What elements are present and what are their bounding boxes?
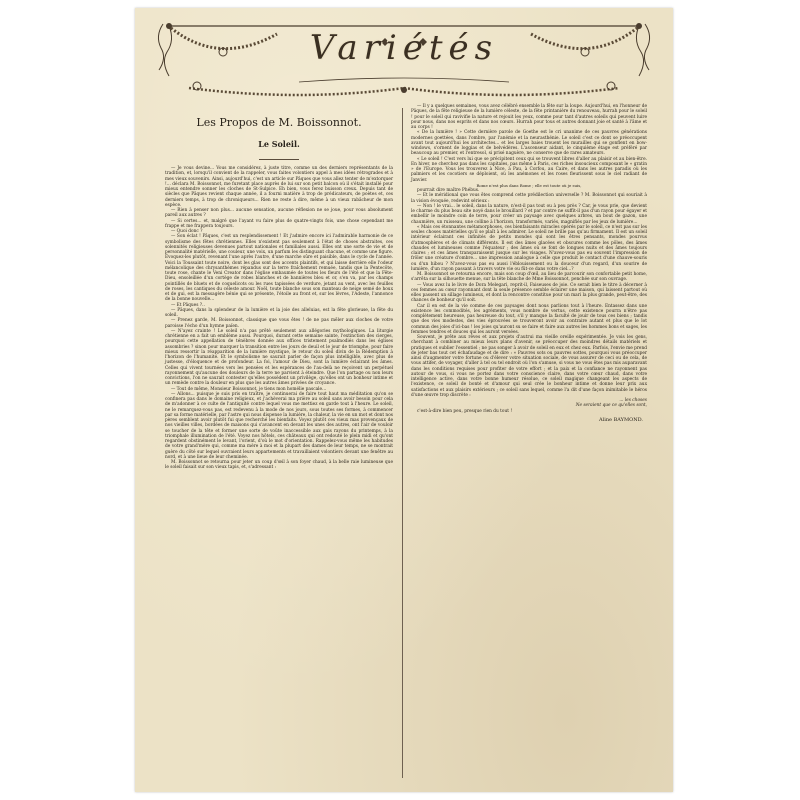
newspaper-page	[135, 8, 673, 792]
paragraph: — Prenez garde, M. Boissonnot, classique que vous êtes ! de ne pas mêler aux cloches de votre paroisse l'écho d'un hymne païen.	[165, 318, 393, 329]
paragraph: — Je vous devine... Vous me considérez, à juste titre, comme un des derniers représentants de la tradition, et, lorsqu'il convient de la rappeler, vous faites volontiers appel à mes idées rétrogrades et à mes vieux souvenirs. Ainsi, aujourd'hui, c'est un article sur Pâques que vous allez tenter de m'extorquer !... déclara M. Boissonnot, me furetant place auprès de lui sur son petit balcon où il s'était installé pour mieux entendre sonner les cloches de St-Sulpice. Eh bien, vous ferez buisson creux. Depuis tant de siècles que Pâques revient chaque année, il a fourni matière à trop de prédicateurs, de poètes et, ces derniers temps, à trop de chroniqueurs... Rien ne reste à dire, même à un vieux rabâcheur de mon espèce.	[165, 166, 393, 208]
paragraph: — Et Pâques ?..	[171, 302, 205, 308]
paragraph: Souvent, je prête aux rêves et aux projets d'autrui ma vieille oreille expérimentée. Je vois les gens, cherchant à combiner au mieux leurs plans d'avenir, se préoccuper des moindres détails matériels et pratiques et oublier l'essentiel ; ne pas songer à avoir de soleil en eux et chez eux. Parfois, l'envie me prend de jeter bas tout cet échafaudage et de dire : « Pauvres sots ou pauvres sottes, pourquoi vous préoccuper ainsi d'augmenter votre fortune ou d'élever votre situation sociale, de vous assurer de ceci ou de cela, de vous attifer, de voyager, d'aller à tel ou tel endroit où l'on s'amuse, si vous ne vous êtes pas mis auparavant dans les conditions requises pour profiter de votre effort ; et la paix et la confiance ne rayonnent pas autour de vous, si vous ne portez dans votre conscience claire, dans votre cœur chaud, dans votre intelligence active, dans votre bonne humeur résolue, ce soleil magique changeant les aspects de l'existence, ce soleil de bonté et d'amour qui seul crée le bonheur intime et donne leur prix aux satisfactions et aux plaisirs extérieurs ; ce soleil sans lequel, comme l'a dit d'une façon inimitable le héros d'une œuvre trop discrète :	[411, 335, 647, 398]
article-title: Les Propos de M. Boissonnot.	[196, 116, 362, 129]
paragraph: Car il en est de la vie comme de ces paysages dont nous parlions tout à l'heure. Entassez dans une existence les commodités, les agréments, vous nombre de vertus, cette existence pourra n'être pas complètement heureuse, pas heureuse du tout, s'il y manque la faculté de jouir de tous ces biens ; tandis que des vies modestes, des vies éprouvées se trouveront avoir au contraire autant et plus que le lot commun des joies d'ici-bas ! les joies qu'auront su se faire et faire aux autres les hommes bons et sages, les femmes tendres et douces qui les auront versées.	[411, 303, 647, 335]
paragraph: — Son éclat ! Pâques, c'est un resplendissement ! Et j'admire encore ici l'admirable harmonie de ce symbolisme des fêtes chrétiennes. Elles n'existent pas seulement à l'état de choses abstraites, ces solennités religieuses devenues partout nationales et familiales aussi. Elles ont une sorte de vie et de personnalité matérielle, une couleur, une voix, un parfum les distinguant chacune, et comme une figure. Évoquez-les plutôt, revenant l'une après l'autre, d'une marche sûre et paisible, dans le cycle de l'année. Voici la Toussaint toute noire, dont les glas sont des accents plaintifs, et qui laisse derrière elle l'odeur mélancolique des chrysanthèmes répandus sur la terre fraîchement remuée, tandis que la Pentecôte, toute rose, chante le Veni Creator dans l'église embaumée de toutes les fleurs de l'été et que la Fête-Dieu, ensoleillée d'un cortège de robes blanches et de bannières bleu et or, s'en va, par les champs pointillés de bluets et de coquelicots ou les rues tapissées de verdure, jetant au vent, avec les feuilles de roses, les cantiques du céleste amour. Noël, toute blanche sous son manteau de neige semé de houx et de gui, est la messagère bénie qui se présente, l'étoile au front et, sur les lèvres, l'Adeste, l'annonce de la bonne nouvelle...	[165, 234, 393, 303]
paragraph: — Rien à penser non plus... aucune sensation, aucune réflexion ne se joue, pour vous absolument pareil aux autres ?	[165, 208, 393, 219]
right-column	[411, 104, 647, 423]
paragraph: M. Boissonnot se retourna pour jeter un coup d'œil à son foyer chaud, à la belle raie lumineuse que le soleil faisait sur son vieux tapis, et, s'adressant :	[165, 460, 393, 471]
paragraph: — N'ayez crainte ! Le soleil n'a pas prêté seulement aux allégories mythologiques. La liturgie chrétienne en a fait un emblème aussi. Pourquoi, durant cette semaine sainte, l'extinction des cierges, pourquoi cette appellation de ténèbres donnée aux offices tristement psalmodiés dans les églises assombries ? sinon pour marquer la transition entre les jours de deuil et le jour de triomphe, pour faire mieux ressortir la réapparition de la lumière mystique, le retour du soleil divin de la Rédemption à l'horizon de l'humanité. Et le symbolisme ne saurait parler de façon plus intelligible, avec plus de justesse, d'éloquence et de profondeur. La foi, l'amour de Dieu, sont la lumière éclairant les âmes. Celles qui vivent tournées vers les pensées et les espérances de l'au-delà ne reçoivent un perpétuel rayonnement qu'aucune des douleurs de la terre ne parvient à éteindre. Que l'on partage ou non leurs convictions, l'on ne saurait contester qu'elles possèdent un privilège, qu'elles ont un bonheur intime et un remède contre la douleur en plus que les autres âmes privées de croyance.	[165, 328, 393, 387]
section-banner	[149, 14, 659, 98]
paragraph: — Allons... puisque je suis pris en traître, je continuerai de faire tout haut ma méditation qu'on se confinera pas dans le domaine religieux, et j'achèverai ma prière au soleil sans avoir besoin pour cela de m'adonner à ce culte de l'antiquité contre lequel vous me mettiez en garde tout à l'heure. Le soleil, ne le remarquez-vous pas, est redevenu à la mode de nos jours, sous toutes ses formes, à commencer par sa forme matérielle, par l'astre qui nous dispense la lumière, la chaleur, la vie en un mot et dont nos pères semblent avoir plutôt fui que recherché les bienfaits. Voyez plutôt ces vieux mas provençaux de nos vieilles villes, bordées de maisons qui s'avancent en devant les unes des autres, ont l'air de vouloir se toucher de la tête et former une sorte de voûte inaccessible aux gais rayons du printemps, à la triomphale illumination de l'été. Voyez nos hôtels, ces châteaux qui ont redouté le plein midi et qu'ont regardent obstinément le levant, l'orient, d'où le mot d'orientation. Rappelez-vous même les habitudes de votre grand'mère qui, comme ma mère à moi et la plupart des dames de leur temps, ne se montrait guère du côté sur lequel ouvraient leurs appartements et travaillaient volontiers devant une fenêtre au nord, et à une lieue de leur cheminée.	[165, 391, 393, 460]
paragraph: — Vous avez lu le livre de Dora Melegari, reprit-il, Faiseuses de joie. Ce serait bien le titre à décerner à ces femmes au cœur rayonnant dont la seule présence semble éclairer une maison, qui laissent partout où elles passent un sillage lumineux, et dont la rencontre constitue pour un mari la plus grande, peut-être, des chances de bonheur qu'il soit.	[411, 282, 647, 304]
paragraph: — Si certes... et, malgré que l'ayant vu faire plus de quatre-vingts fois, une chose cependant me frappe et me frappera toujours.	[165, 218, 393, 229]
paragraph: — Non ! le vrai... le soleil, dans la nature, n'est-il pas tout ou à peu près ? Car, je vous prie, que devient le charme du plus beau site noyé dans le brouillard ? et par contre ne suffit-il pas d'un rayon pour égayer et embellir le moindre coin de terre, pour créer un paysage avec quelques arbres, un bout de gazon, une chaumière, un ruisseau, une colline à l'horizon, transformés, variés, magnifiés par les jeux de lumière...	[411, 203, 647, 225]
quote-line: ... les choses	[619, 398, 647, 403]
paragraph: pourrait dire maître Phébus.	[417, 188, 480, 193]
section-title: Variétés	[309, 28, 499, 68]
paragraph: « Le soleil ! C'est vers lui que se précipitent ceux qui se trouvent libres d'aller au plaisir et au bien-être. En hiver, ne cherchez pas dans les capitales, pas même à Paris, ces riches insoucieux composant le « gratin » de l'Europe. Vous les trouverez à Nice, à Pau, à Corfou, au Caire, et dans les autres paradis où les palmiers et les cocotiers se déploient, où les anémones et les roses fleurissent sous le ciel radiant de Janvier.	[411, 156, 647, 183]
paragraph: — Tout de même, Monsieur Boissonnot, je tiens mon homélie pascale...	[171, 386, 327, 392]
paragraph: « Mais ces étonnantes métamorphoses, ces bienfaisants miracles opérés par le soleil, ce n'est pas sur les seules choses matérielles qu'il se plaît à les admirer. Le soleil ne brille pas qu'au firmament. Il est un soleil intérieur éclairant ces infinités de petits mondes qui sont les êtres pensants, mondes pourvus d'atmosphères et de climats différents. Il est des âmes glacées et obscures comme les pôles, des âmes chaudes et lumineuses comme l'équateur ; des âmes où se font de longues nuits et des âmes toujours claires ; et ces âmes transparaissent jusque sur les visages. N'avez-vous pas eu souvent l'impression de frôler une créature d'ombre... une impression analogue à celle que produit le contact d'une chauve-souris ou d'un hibou ? N'avez-vous pas eu aussi l'éblouissement ou la douceur d'un regard, d'un sourire de lumière, d'un rayon passant à travers votre vie ou fût-ce dans votre ciel...?	[411, 224, 647, 272]
left-column	[165, 112, 393, 471]
column-divider	[402, 108, 403, 778]
paragraph: — Et le méridional que vous êtes comprend cette prédilection universelle ? M. Boissonnot qui souriait à la vision évoquée, redevint sérieux :	[411, 193, 647, 204]
article-subtitle: Le Soleil.	[258, 139, 300, 149]
author-signature: Aline BAYMOND.	[599, 416, 643, 423]
closing-line: c'est-à-dire bien peu, presque rien du tout !	[417, 408, 513, 414]
paragraph: — Il y a quelques semaines, vous avez célébré ensemble la fête sur la loupe. Aujourd'hui, en l'honneur de Pâques, de la fête religieuse de la lumière céleste, de la fête printanière du renouveau, hurrah pour le soleil ! pour le soleil qui ravivifie la nature et rejouit les yeux, comme pour tant d'autres soleils qui peuvent luire pour nous, dans nos esprits et dans nos cœurs. Hurrah pour tous et autres donnant joie et santé à l'âme et au corps !	[411, 104, 648, 130]
paragraph: — Quoi donc ?	[171, 229, 203, 234]
paragraph: — Pâques, dans la splendeur de la lumière et la joie des alleluias, est la fête glorieuse, la fête du soleil.	[165, 307, 393, 318]
quote-line: Ne seraient que ce qu'elles sont,	[575, 403, 647, 409]
paragraph: M. Boissonnot se retourna encore, mais son coup d'œil, au lieu de parcourir son confortable petit home, s'arrêta sur la silhouette menue, sur la tête blanche de Mme Boissonnot, penchée sur son ouvrage.	[411, 272, 647, 283]
paragraph: « De la lumière ! » Cette dernière parole de Goethe est le cri unanime de ces pauvres générations modernes goettées, dans l'ombre, par l'anémie et la neurasthénie. Le soleil c'est ce dont se préoccupent avant tout aujourd'hui les architectes... et les larges baies trouent les murailles qui se gonflent en bow-windows, s'ornent de loggias et de belvédères. L'ascenseur aidant, le cinquième étage est préféré par beaucoup au premier, et l'entresol, si prisé naguère, ne conserve que de rares amateurs.	[411, 130, 647, 157]
title-rule	[259, 159, 299, 160]
quoted-verse: Rome n'est plus dans Rome ; elle est toute où je suis,	[476, 182, 582, 188]
